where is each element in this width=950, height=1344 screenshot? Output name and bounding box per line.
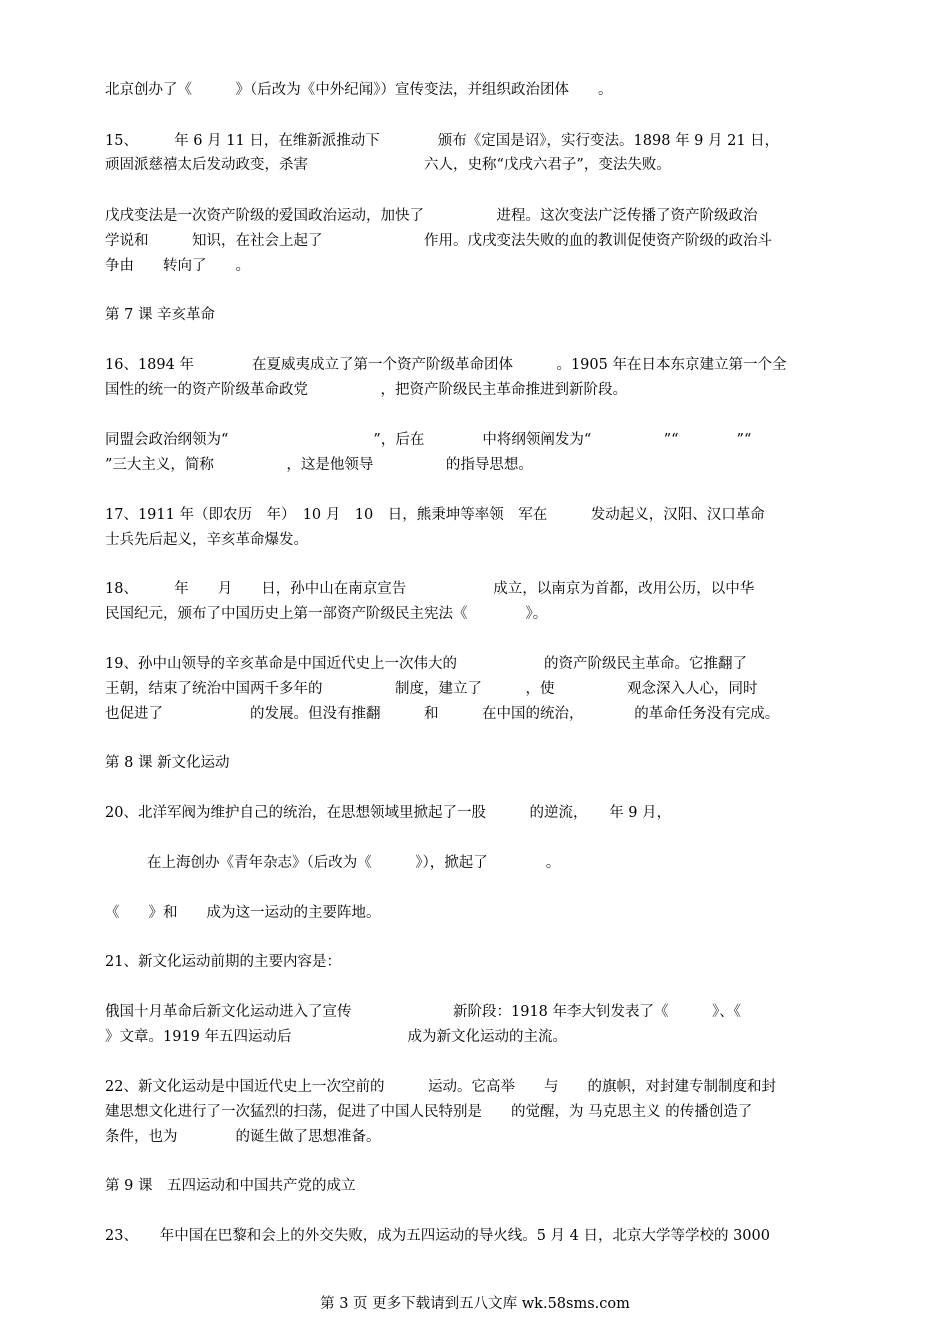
text-line: 》文章。1919 年五四运动后 成为新文化运动的主流。 — [105, 1029, 568, 1045]
text-line: 俄国十月革命后新文化运动进入了宣传 新阶段：1918 年李大钊发表了《 》、《 — [105, 1004, 742, 1020]
text-line: 同盟会政治纲领为“ ”，后在 中将纲领阐发为“ ”“ ”“ — [105, 432, 752, 448]
text-line: 国性的统一的资产阶级革命政党 ，把资产阶级民主革命推进到新阶段。 — [105, 382, 627, 398]
text-line: 王朝，结束了统治中国两千多年的 制度，建立了 ，使 观念深入人心，同时 — [105, 681, 758, 697]
text-line: 北京创办了《 》（后改为《中外纪闻》）宣传变法，并组织政治团体 。 — [105, 82, 613, 98]
text-line: 顽固派慈禧太后发动政变，杀害 六人，史称“戊戌六君子”，变法失败。 — [105, 157, 671, 173]
text-line: 17、1911 年（即农历 年） 10 月 10 日，熊秉坤等率领 军在 发动起义，汉阳、汉口革命 — [105, 507, 765, 523]
text-line: 18、 年 月 日，孙中山在南京宣告 成立，以南京为首都，改用公历，以中华 — [105, 581, 755, 597]
text-line: 建思想文化进行了一次猛烈的扫荡，促进了中国人民特别是 的觉醒，为 马克思主义 的传播创造了 — [105, 1104, 753, 1120]
text-line: 20、北洋军阀为维护自己的统治，在思想领域里掀起了一股 的逆流， 年 9 月， — [105, 805, 672, 821]
text-line: 条件，也为 的诞生做了思想准备。 — [105, 1129, 381, 1145]
text-line: 16、1894 年 在夏威夷成立了第一个资产阶级革命团体 。1905 年在日本东京建立第一个全 — [105, 357, 787, 373]
text-line: 21、新文化运动前期的主要内容是： — [105, 954, 341, 970]
text-line: 22、新文化运动是中国近代史上一次空前的 运动。它高举 与 的旗帜，对封建专制制度和封 — [105, 1079, 776, 1095]
text-line: 争由 转向了 。 — [105, 258, 250, 274]
text-line: 戊戌变法是一次资产阶级的爱国政治运动，加快了 进程。这次变法广泛传播了资产阶级政治 — [105, 208, 758, 224]
section-heading: 第 7 课 辛亥革命 — [105, 307, 216, 323]
section-heading: 第 9 课 五四运动和中国共产党的成立 — [105, 1178, 356, 1194]
text-line: 15、 年 6 月 11 日，在维新派推动下 颁布《定国是诏》，实行变法。1898 年 9 月 21 日， — [105, 133, 780, 149]
text-line: 《 》和 成为这一运动的主要阵地。 — [105, 905, 381, 921]
text-line: 民国纪元，颁布了中国历史上第一部资产阶级民主宪法《 》。 — [105, 606, 548, 622]
text-line: 学说和 知识，在社会上起了 作用。戊戌变法失败的血的教训促使资产阶级的政治斗 — [105, 233, 772, 249]
text-line: 士兵先后起义，辛亥革命爆发。 — [105, 532, 308, 548]
section-heading: 第 8 课 新文化运动 — [105, 755, 230, 771]
text-line: 在上海创办《青年杂志》（后改为《 》），掀起了 。 — [147, 855, 561, 871]
text-line: 19、孙中山领导的辛亥革命是中国近代史上一次伟大的 的资产阶级民主革命。它推翻了 — [105, 656, 747, 672]
text-line: ”三大主义，简称 ，这是他领导 的指导思想。 — [105, 457, 533, 473]
page-footer: 第 3 页 更多下载请到五八文库 wk.58sms.com — [320, 1296, 630, 1312]
text-line: 23、 年中国在巴黎和会上的外交失败，成为五四运动的导火线。5 月 4 日，北京大学等学校的 3000 — [105, 1228, 770, 1244]
text-line: 也促进了 的发展。但没有推翻 和 在中国的统治， 的革命任务没有完成。 — [105, 706, 780, 722]
